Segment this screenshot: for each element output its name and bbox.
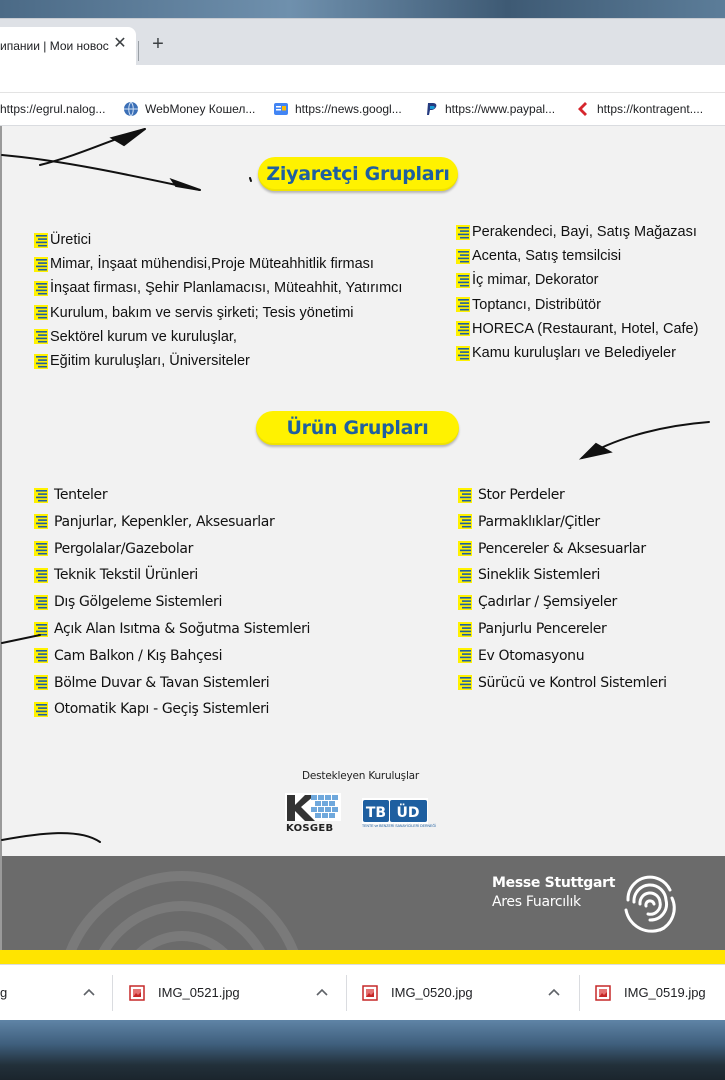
kontragent-icon	[575, 101, 591, 117]
product-group-item	[34, 511, 274, 533]
list-bullet-icon	[458, 568, 472, 583]
list-bullet-icon	[456, 297, 470, 312]
list-item-label: Toptancı, Distribütör	[472, 296, 601, 313]
visitor-group-item	[34, 326, 237, 348]
product-group-item	[458, 538, 646, 560]
bookmark-label: https://egrul.nalog...	[0, 102, 106, 116]
product-group-item	[34, 538, 193, 560]
desktop-background-bottom	[0, 1020, 725, 1080]
product-group-item	[34, 698, 269, 720]
bookmarks-bar	[0, 93, 725, 126]
page-content	[0, 126, 725, 964]
list-bullet-icon	[34, 281, 48, 296]
fingerprint-logo	[620, 870, 680, 934]
kosgeb-name: KOSGEB	[286, 823, 334, 834]
product-group-item	[458, 645, 584, 667]
product-group-item	[458, 511, 600, 533]
visitor-group-item	[34, 229, 91, 251]
list-bullet-icon	[458, 595, 472, 610]
page-left-border	[0, 126, 2, 964]
product-group-item	[34, 645, 222, 667]
visitor-group-item	[34, 253, 374, 275]
list-bullet-icon	[458, 514, 472, 529]
download-item[interactable]	[347, 965, 579, 1021]
tbud-subtitle: TENTE ve BENZERİ SANAYİCİLERİ DERNEĞİ	[362, 824, 437, 828]
page-footer	[2, 856, 725, 950]
bookmark-label: https://www.paypal...	[445, 102, 556, 116]
chevron-up-icon[interactable]	[314, 984, 330, 1000]
list-item-label: Panjurlu Pencereler	[478, 621, 607, 637]
google-news-icon	[273, 101, 289, 117]
desktop-background-top	[0, 0, 725, 18]
list-item-label: Açık Alan Isıtma & Soğutma Sistemleri	[54, 621, 311, 637]
product-groups-heading: Ürün Grupları	[256, 411, 459, 445]
visitor-group-item	[456, 342, 676, 364]
list-bullet-icon	[34, 305, 48, 320]
list-item-label: Sürücü ve Kontrol Sistemleri	[478, 674, 667, 691]
list-bullet-icon	[34, 648, 48, 663]
bookmark-label: https://news.googl...	[295, 102, 402, 116]
list-item-label: Sektörel kurum ve kuruluşlar,	[50, 328, 237, 345]
brand-line-2: Ares Fuarcılık	[492, 894, 581, 910]
list-item-label: Kurulum, bakım ve servis şirketi; Tesis yönetimi	[50, 304, 354, 321]
tab-title: ипании | Мои новос	[0, 39, 109, 53]
list-item-label: HORECA (Restaurant, Hotel, Cafe)	[472, 320, 699, 337]
list-bullet-icon	[456, 249, 470, 264]
list-item-label: Panjurlar, Kepenkler, Aksesuarlar	[54, 513, 275, 530]
list-item-label: Dış Gölgeleme Sistemleri	[54, 594, 222, 611]
list-bullet-icon	[34, 622, 48, 637]
downloads-bar	[0, 964, 725, 1020]
list-bullet-icon	[456, 346, 470, 361]
download-filename: IMG_0521.jpg	[158, 985, 240, 1000]
list-bullet-icon	[34, 595, 48, 610]
bookmark-google-news[interactable]	[273, 100, 402, 118]
svg-text:TB: TB	[365, 805, 387, 821]
visitor-group-item	[34, 277, 402, 299]
brand-line-1: Messe Stuttgart	[492, 875, 616, 891]
list-item-label: Pergolalar/Gazebolar	[54, 540, 193, 557]
list-item-label: Teknik Tekstil Ürünleri	[54, 567, 198, 584]
list-item-label: Sineklik Sistemleri	[478, 567, 601, 584]
list-bullet-icon	[34, 702, 48, 717]
list-bullet-icon	[34, 257, 48, 272]
list-item-label: Kamu kuruluşları ve Belediyeler	[472, 345, 676, 361]
list-item-label: Mimar, İnşaat mühendisi,Proje Müteahhitlik firması	[50, 256, 374, 273]
download-item[interactable]	[580, 965, 725, 1021]
visitor-group-item	[456, 318, 698, 340]
bookmark-webmoney[interactable]	[123, 100, 255, 118]
list-item-label: İç mimar, Dekorator	[472, 272, 599, 289]
footer-accent-strip	[0, 950, 725, 964]
list-bullet-icon	[458, 648, 472, 663]
bookmark-label: WebMoney Кошел...	[145, 102, 256, 116]
list-item-label: Bölme Duvar & Tavan Sistemleri	[54, 674, 270, 691]
list-item-label: Cam Balkon / Kış Bahçesi	[54, 647, 223, 664]
list-bullet-icon	[34, 514, 48, 529]
product-group-item	[34, 672, 269, 694]
product-group-item	[458, 564, 600, 586]
list-bullet-icon	[34, 675, 48, 690]
list-bullet-icon	[456, 273, 470, 288]
list-bullet-icon	[458, 622, 472, 637]
bookmark-kontragent[interactable]	[575, 100, 703, 118]
download-filename: IMG_0519.jpg	[624, 985, 706, 1000]
product-group-item	[34, 564, 198, 586]
product-group-item	[34, 591, 222, 613]
svg-text:ÜD: ÜD	[396, 805, 420, 821]
download-filename: g	[0, 985, 8, 1000]
list-item-label: Acenta, Satış temsilcisi	[472, 248, 622, 265]
list-bullet-icon	[34, 233, 48, 248]
visitor-group-item	[34, 350, 250, 372]
list-bullet-icon	[458, 675, 472, 690]
visitor-group-item	[34, 302, 354, 324]
list-item-label: İnşaat firması, Şehir Planlamacısı, Müteahhit, Yatırımcı	[50, 280, 403, 297]
list-bullet-icon	[456, 321, 470, 336]
list-item-label: Tenteler	[54, 487, 108, 503]
list-bullet-icon	[34, 354, 48, 369]
product-group-item	[34, 484, 107, 506]
download-item[interactable]	[113, 965, 346, 1021]
product-group-item	[458, 591, 617, 613]
product-group-item	[458, 618, 606, 640]
list-bullet-icon	[34, 541, 48, 556]
list-bullet-icon	[456, 225, 470, 240]
tab-divider	[138, 41, 139, 61]
visitor-groups-heading: Ziyaretçi Grupları	[258, 157, 458, 191]
address-bar-area[interactable]	[0, 65, 725, 93]
bookmark-paypal[interactable]	[423, 100, 555, 118]
download-filename: IMG_0520.jpg	[391, 985, 473, 1000]
list-item-label: Çadırlar / Şemsiyeler	[478, 594, 617, 611]
list-item-label: Üretici	[50, 232, 92, 248]
list-item-label: Ev Otomasyonu	[478, 647, 585, 664]
globe-icon	[123, 101, 139, 117]
list-item-label: Stor Perdeler	[478, 487, 565, 503]
download-item[interactable]	[0, 965, 112, 1021]
product-group-item	[458, 672, 667, 694]
chevron-up-icon[interactable]	[546, 984, 562, 1000]
image-file-icon	[362, 985, 378, 1001]
product-group-item	[458, 484, 564, 506]
product-group-item	[34, 618, 310, 640]
paypal-icon	[423, 101, 439, 117]
image-file-icon	[129, 985, 145, 1001]
chevron-up-icon[interactable]	[81, 984, 97, 1000]
footer-brand	[492, 874, 615, 912]
plus-icon[interactable]: +	[152, 33, 164, 55]
supporters-label: Destekleyen Kuruluşlar	[302, 770, 420, 782]
visitor-group-item	[456, 221, 697, 243]
browser-tab[interactable]	[0, 27, 136, 66]
tab-strip	[0, 18, 725, 65]
list-item-label: Otomatik Kapı - Geçiş Sistemleri	[54, 701, 270, 718]
visitor-group-item	[456, 294, 601, 316]
list-bullet-icon	[34, 568, 48, 583]
visitor-group-item	[456, 269, 599, 291]
bookmark-egrul[interactable]	[0, 100, 105, 118]
list-bullet-icon	[458, 488, 472, 503]
list-item-label: Perakendeci, Bayi, Satış Mağazası	[472, 224, 697, 240]
list-bullet-icon	[458, 541, 472, 556]
image-file-icon	[595, 985, 611, 1001]
close-icon[interactable]: ✕	[113, 35, 127, 52]
list-item-label: Pencereler & Aksesuarlar	[478, 540, 646, 557]
list-bullet-icon	[34, 488, 48, 503]
visitor-group-item	[456, 245, 621, 267]
list-bullet-icon	[34, 329, 48, 344]
list-item-label: Parmaklıklar/Çitler	[478, 513, 600, 530]
list-item-label: Eğitim kuruluşları, Üniversiteler	[50, 353, 250, 369]
bookmark-label: https://kontragent....	[597, 102, 704, 116]
